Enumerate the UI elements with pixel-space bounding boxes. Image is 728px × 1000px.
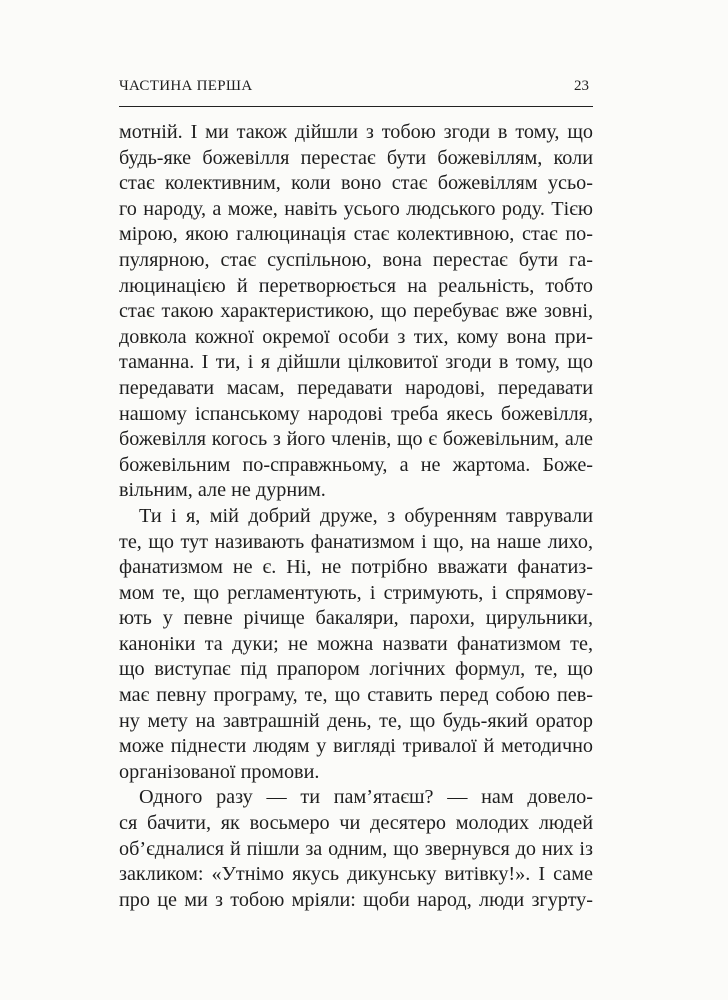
text-line: вільним, але не дурним.	[119, 479, 326, 502]
text-line: ся бачити, як восьмеро чи десятеро молодих людей	[119, 812, 593, 835]
text-line: божевільним по-справжньому, а не жартома. Боже-	[119, 453, 593, 476]
text-line: ну мету на завтрашній день, те, що будь-який оратор	[119, 709, 593, 732]
paragraph	[119, 504, 593, 786]
text-line: про це ми з тобою мріяли: щоби народ, люди згурту-	[119, 888, 593, 911]
text-line: го народу, а може, навіть усього людського роду. Тією	[119, 197, 593, 220]
text-line: нашому іспанському народові треба якесь божевілля,	[119, 402, 593, 425]
text-line: ють у певне річище бакаляри, парохи, цирульники,	[119, 607, 593, 630]
paragraph	[119, 120, 593, 504]
page-number: 23	[574, 78, 589, 94]
text-line: Ти і я, мій добрий друже, з обуренням таврували	[139, 504, 593, 527]
text-line: те, що тут називають фанатизмом і що, на наше лихо,	[119, 530, 593, 553]
text-line: мотній. І ми також дійшли з тобою згоди в тому, що	[119, 121, 593, 143]
text-line: об’єдналися й пішли за одним, що звернувся до них із	[119, 837, 593, 860]
text-line: має певну програму, те, що ставить перед собою пев-	[119, 684, 593, 707]
page-body	[119, 120, 593, 913]
text-line: стає колективним, коли воно стає божевіллям усьо-	[119, 172, 593, 195]
text-line: стає такою характеристикою, що перебуває вже зовні,	[119, 300, 593, 323]
text-line: мом те, що регламентують, і стримують, і спрямову-	[119, 581, 593, 604]
text-line: організованої промови.	[119, 760, 320, 783]
running-title: ЧАСТИНА ПЕРША	[119, 78, 253, 94]
paragraph	[119, 785, 593, 913]
text-line: закликом: «Утнімо якусь дикунську витівку!». І саме	[119, 863, 593, 886]
text-line: Одного разу — ти пам’ятаєш? — нам довело-	[139, 786, 593, 809]
text-line: довкола кожної окремої особи з тих, кому вона при-	[119, 325, 593, 348]
text-line: передавати масам, передавати народові, передавати	[119, 376, 593, 399]
text-line: пулярною, стає суспільною, вона перестає бути га-	[119, 248, 593, 271]
text-line: мірою, якою галюцинація стає колективною, стає по-	[119, 223, 593, 246]
text-line: божевілля когось з його членів, що є божевільним, але	[119, 428, 593, 451]
running-header	[119, 78, 593, 107]
text-line: що виступає під прапором логічних формул, те, що	[119, 658, 593, 681]
text-line: фанатизмом не є. Ні, не потрібно вважати фанатиз-	[119, 556, 593, 579]
text-line: може піднести людям у вигляді тривалої й методично	[119, 735, 593, 758]
text-line: таманна. І ти, і я дійшли цілковитої згоди в тому, що	[119, 351, 593, 374]
text-line: будь-яке божевілля перестає бути божевіллям, коли	[119, 146, 593, 169]
text-line: люцинацією й перетворюється на реальність, тобто	[119, 274, 593, 297]
text-line: каноніки та дуки; не можна назвати фанатизмом те,	[119, 632, 593, 655]
